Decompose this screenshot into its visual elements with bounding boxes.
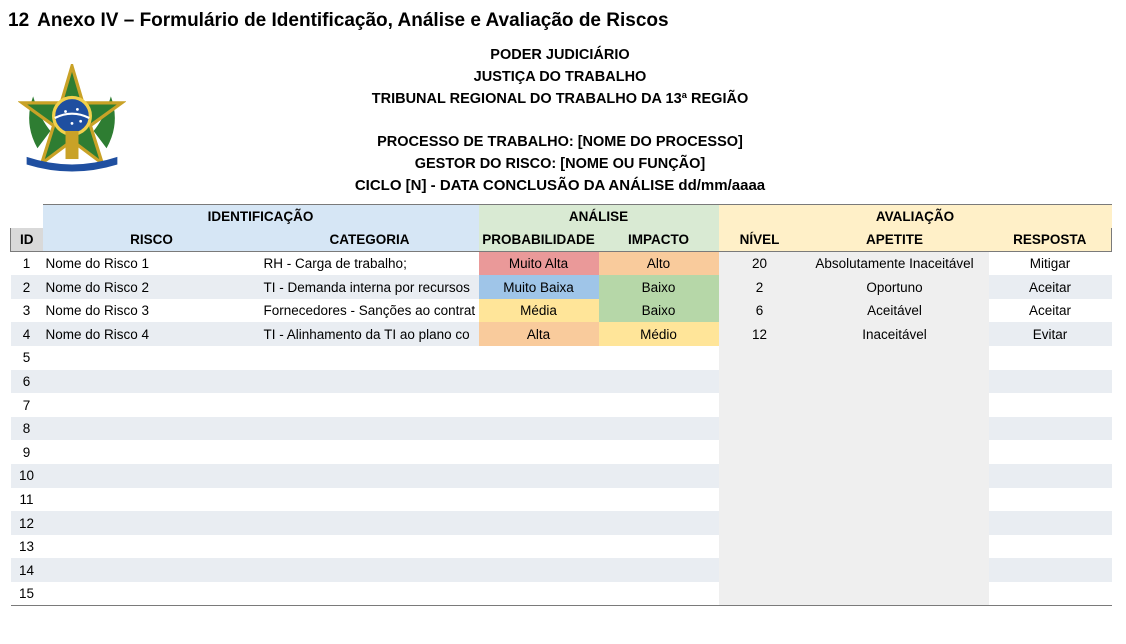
cell-apetite[interactable] (801, 511, 989, 535)
group-analise: ANÁLISE (479, 205, 719, 229)
cell-resposta[interactable] (989, 582, 1112, 606)
table-row (11, 370, 1112, 394)
cell-impacto[interactable] (599, 393, 719, 417)
cell-apetite[interactable] (801, 370, 989, 394)
cell-impacto[interactable] (599, 582, 719, 606)
section-title-text: Anexo IV – Formulário de Identificação, Análise e Avaliação de Riscos (37, 10, 669, 31)
cell-probabilidade[interactable] (479, 488, 599, 512)
group-header-row (11, 205, 1112, 229)
cell-resposta[interactable] (989, 417, 1112, 441)
table-row (11, 488, 1112, 512)
cell-impacto[interactable] (599, 370, 719, 394)
process-name: PROCESSO DE TRABALHO: [NOME DO PROCESSO] (377, 134, 743, 150)
cell-resposta[interactable] (989, 464, 1112, 488)
group-identificacao: IDENTIFICAÇÃO (43, 205, 479, 229)
cell-resposta[interactable] (989, 488, 1112, 512)
cell-impacto[interactable] (599, 535, 719, 559)
cell-nivel[interactable] (719, 370, 801, 394)
cell-probabilidade[interactable] (479, 370, 599, 394)
cell-id[interactable]: 2 (11, 275, 43, 299)
cell-apetite[interactable] (801, 558, 989, 582)
cell-risco[interactable]: Nome do Risco 1 (45, 256, 150, 272)
cell-id[interactable]: 7 (22, 397, 31, 413)
cell-risco[interactable] (43, 393, 261, 417)
cell-nivel[interactable]: 20 (719, 252, 801, 276)
cell-resposta[interactable] (989, 558, 1112, 582)
cell-probabilidade[interactable] (479, 464, 599, 488)
cell-nivel[interactable] (719, 488, 801, 512)
cell-apetite[interactable]: Aceitável (801, 299, 989, 323)
risk-manager: GESTOR DO RISCO: [NOME OU FUNÇÃO] (414, 156, 706, 172)
cell-categoria[interactable] (261, 370, 479, 394)
table-row (11, 417, 1112, 441)
cell-risco[interactable]: Nome do Risco 4 (43, 322, 261, 346)
cell-id[interactable]: 4 (11, 322, 43, 346)
process-header (260, 131, 860, 197)
cell-risco[interactable] (43, 464, 261, 488)
table-row (11, 582, 1112, 606)
cell-nivel[interactable] (719, 558, 801, 582)
cell-impacto[interactable]: Baixo (599, 299, 719, 323)
cell-risco[interactable] (43, 440, 261, 464)
cell-categoria[interactable] (261, 511, 479, 535)
cell-categoria[interactable] (261, 464, 479, 488)
cell-impacto[interactable] (599, 488, 719, 512)
cell-resposta[interactable] (989, 370, 1112, 394)
cell-risco[interactable] (43, 511, 261, 535)
cell-resposta[interactable]: Aceitar (989, 275, 1112, 299)
cell-impacto[interactable] (599, 558, 719, 582)
cell-id[interactable]: 11 (19, 491, 34, 507)
cell-risco[interactable] (43, 346, 261, 370)
table-row (11, 511, 1112, 535)
cell-resposta[interactable]: Evitar (989, 322, 1112, 346)
cell-resposta[interactable]: Mitigar (1029, 256, 1071, 272)
header-line-tribunal: TRIBUNAL REGIONAL DO TRABALHO DA 13ª REGIÃO (371, 91, 749, 107)
cell-nivel[interactable]: 6 (719, 299, 801, 323)
col-header-apetite: APETITE (801, 228, 989, 252)
cell-probabilidade[interactable] (479, 440, 599, 464)
cell-categoria[interactable] (261, 417, 479, 441)
cell-resposta[interactable] (989, 346, 1112, 370)
table-row (11, 464, 1112, 488)
cell-nivel[interactable] (719, 582, 801, 606)
cell-resposta[interactable] (989, 535, 1112, 559)
cell-id[interactable]: 6 (11, 370, 43, 394)
cell-risco[interactable]: Nome do Risco 3 (45, 303, 150, 319)
cell-categoria[interactable] (261, 582, 479, 606)
cell-probabilidade[interactable]: Muito Alta (479, 252, 599, 276)
cell-id[interactable]: 8 (11, 417, 43, 441)
cell-apetite[interactable]: Absolutamente Inaceitável (801, 252, 989, 276)
cell-risco[interactable] (43, 558, 261, 582)
cell-probabilidade[interactable]: Alta (479, 322, 599, 346)
group-header-spacer (11, 205, 43, 229)
cell-probabilidade[interactable] (479, 558, 599, 582)
cycle-date: CICLO [N] - DATA CONCLUSÃO DA ANÁLISE dd/mm/aaaa (354, 177, 766, 194)
cell-categoria[interactable] (261, 440, 479, 464)
col-header-resposta: RESPOSTA (989, 228, 1112, 252)
institution-header (260, 44, 860, 110)
cell-apetite[interactable]: Inaceitável (801, 322, 989, 346)
cell-id[interactable]: 3 (22, 303, 31, 319)
cell-impacto[interactable] (599, 440, 719, 464)
cell-probabilidade[interactable]: Muito Baixa (479, 275, 599, 299)
cell-nivel[interactable] (719, 440, 801, 464)
cell-risco[interactable] (43, 582, 261, 606)
cell-probabilidade[interactable] (479, 511, 599, 535)
cell-impacto[interactable] (599, 464, 719, 488)
cell-probabilidade[interactable] (479, 393, 599, 417)
cell-apetite[interactable] (801, 464, 989, 488)
col-header-categoria: CATEGORIA (261, 228, 479, 252)
table-row (11, 275, 1112, 299)
table-row (11, 299, 1112, 323)
cell-id[interactable]: 13 (18, 539, 35, 555)
cell-apetite[interactable] (801, 535, 989, 559)
section-number: 12 (8, 10, 30, 31)
cell-id[interactable]: 9 (22, 444, 31, 460)
cell-categoria[interactable]: TI - Demanda interna por recursos (261, 275, 479, 299)
cell-apetite[interactable] (801, 417, 989, 441)
cell-risco[interactable] (43, 370, 261, 394)
cell-probabilidade[interactable] (479, 346, 599, 370)
cell-impacto[interactable] (599, 346, 719, 370)
cell-risco[interactable]: Nome do Risco 2 (43, 275, 261, 299)
cell-apetite[interactable] (801, 393, 989, 417)
cell-impacto[interactable]: Alto (599, 252, 719, 276)
coat-of-arms-emblem (18, 64, 126, 172)
cell-apetite[interactable]: Oportuno (801, 275, 989, 299)
cell-risco[interactable] (43, 417, 261, 441)
col-header-probabilidade: PROBABILIDADE (479, 228, 599, 252)
cell-impacto[interactable]: Médio (599, 322, 719, 346)
cell-impacto[interactable]: Baixo (599, 275, 719, 299)
table-row (11, 440, 1112, 464)
cell-id[interactable]: 5 (22, 350, 31, 366)
cell-impacto[interactable] (599, 417, 719, 441)
col-header-risco: RISCO (43, 228, 261, 252)
col-header-nivel: NÍVEL (719, 228, 801, 252)
cell-resposta[interactable] (989, 393, 1112, 417)
cell-nivel[interactable]: 2 (719, 275, 801, 299)
cell-id[interactable]: 14 (11, 558, 43, 582)
cell-id[interactable]: 12 (11, 511, 43, 535)
header-line-labor-justice: JUSTIÇA DO TRABALHO (473, 69, 647, 85)
cell-probabilidade[interactable] (479, 417, 599, 441)
cell-impacto[interactable] (599, 511, 719, 535)
cell-categoria[interactable] (261, 393, 479, 417)
cell-resposta[interactable] (989, 511, 1112, 535)
cell-probabilidade[interactable]: Média (479, 299, 599, 323)
table-row (11, 393, 1112, 417)
cell-apetite[interactable] (801, 346, 989, 370)
cell-apetite[interactable] (801, 488, 989, 512)
cell-nivel[interactable] (719, 535, 801, 559)
cell-categoria[interactable] (261, 558, 479, 582)
cell-id[interactable]: 1 (22, 256, 31, 272)
cell-id[interactable]: 10 (11, 464, 43, 488)
cell-apetite[interactable] (801, 440, 989, 464)
cell-nivel[interactable]: 12 (719, 322, 801, 346)
table-row (11, 322, 1112, 346)
cell-risco[interactable] (43, 488, 261, 512)
header-line-judiciary: PODER JUDICIÁRIO (490, 47, 630, 63)
col-header-impacto: IMPACTO (599, 228, 719, 252)
group-avaliacao: AVALIAÇÃO (719, 205, 1112, 229)
cell-nivel[interactable] (719, 464, 801, 488)
table-row (11, 535, 1112, 559)
column-header-row (11, 228, 1112, 252)
cell-id[interactable]: 15 (11, 582, 43, 606)
cell-categoria[interactable]: Fornecedores - Sanções ao contrat (263, 303, 476, 319)
table-row (11, 252, 1112, 276)
cell-resposta[interactable]: Aceitar (1029, 303, 1072, 319)
cell-resposta[interactable] (989, 440, 1112, 464)
cell-categoria[interactable] (261, 346, 479, 370)
cell-risco[interactable] (43, 535, 261, 559)
section-title (8, 10, 669, 32)
cell-nivel[interactable] (719, 417, 801, 441)
col-header-id: ID (11, 228, 43, 252)
table-row (11, 346, 1112, 370)
cell-categoria[interactable]: RH - Carga de trabalho; (263, 256, 407, 272)
cell-probabilidade[interactable] (479, 582, 599, 606)
table-row (11, 558, 1112, 582)
cell-categoria[interactable] (261, 488, 479, 512)
cell-nivel[interactable] (719, 511, 801, 535)
cell-probabilidade[interactable] (479, 535, 599, 559)
cell-categoria[interactable] (261, 535, 479, 559)
cell-categoria[interactable]: TI - Alinhamento da TI ao plano co (261, 322, 479, 346)
risk-form-table (10, 204, 1112, 606)
cell-nivel[interactable] (719, 393, 801, 417)
cell-nivel[interactable] (719, 346, 801, 370)
cell-apetite[interactable] (801, 582, 989, 606)
